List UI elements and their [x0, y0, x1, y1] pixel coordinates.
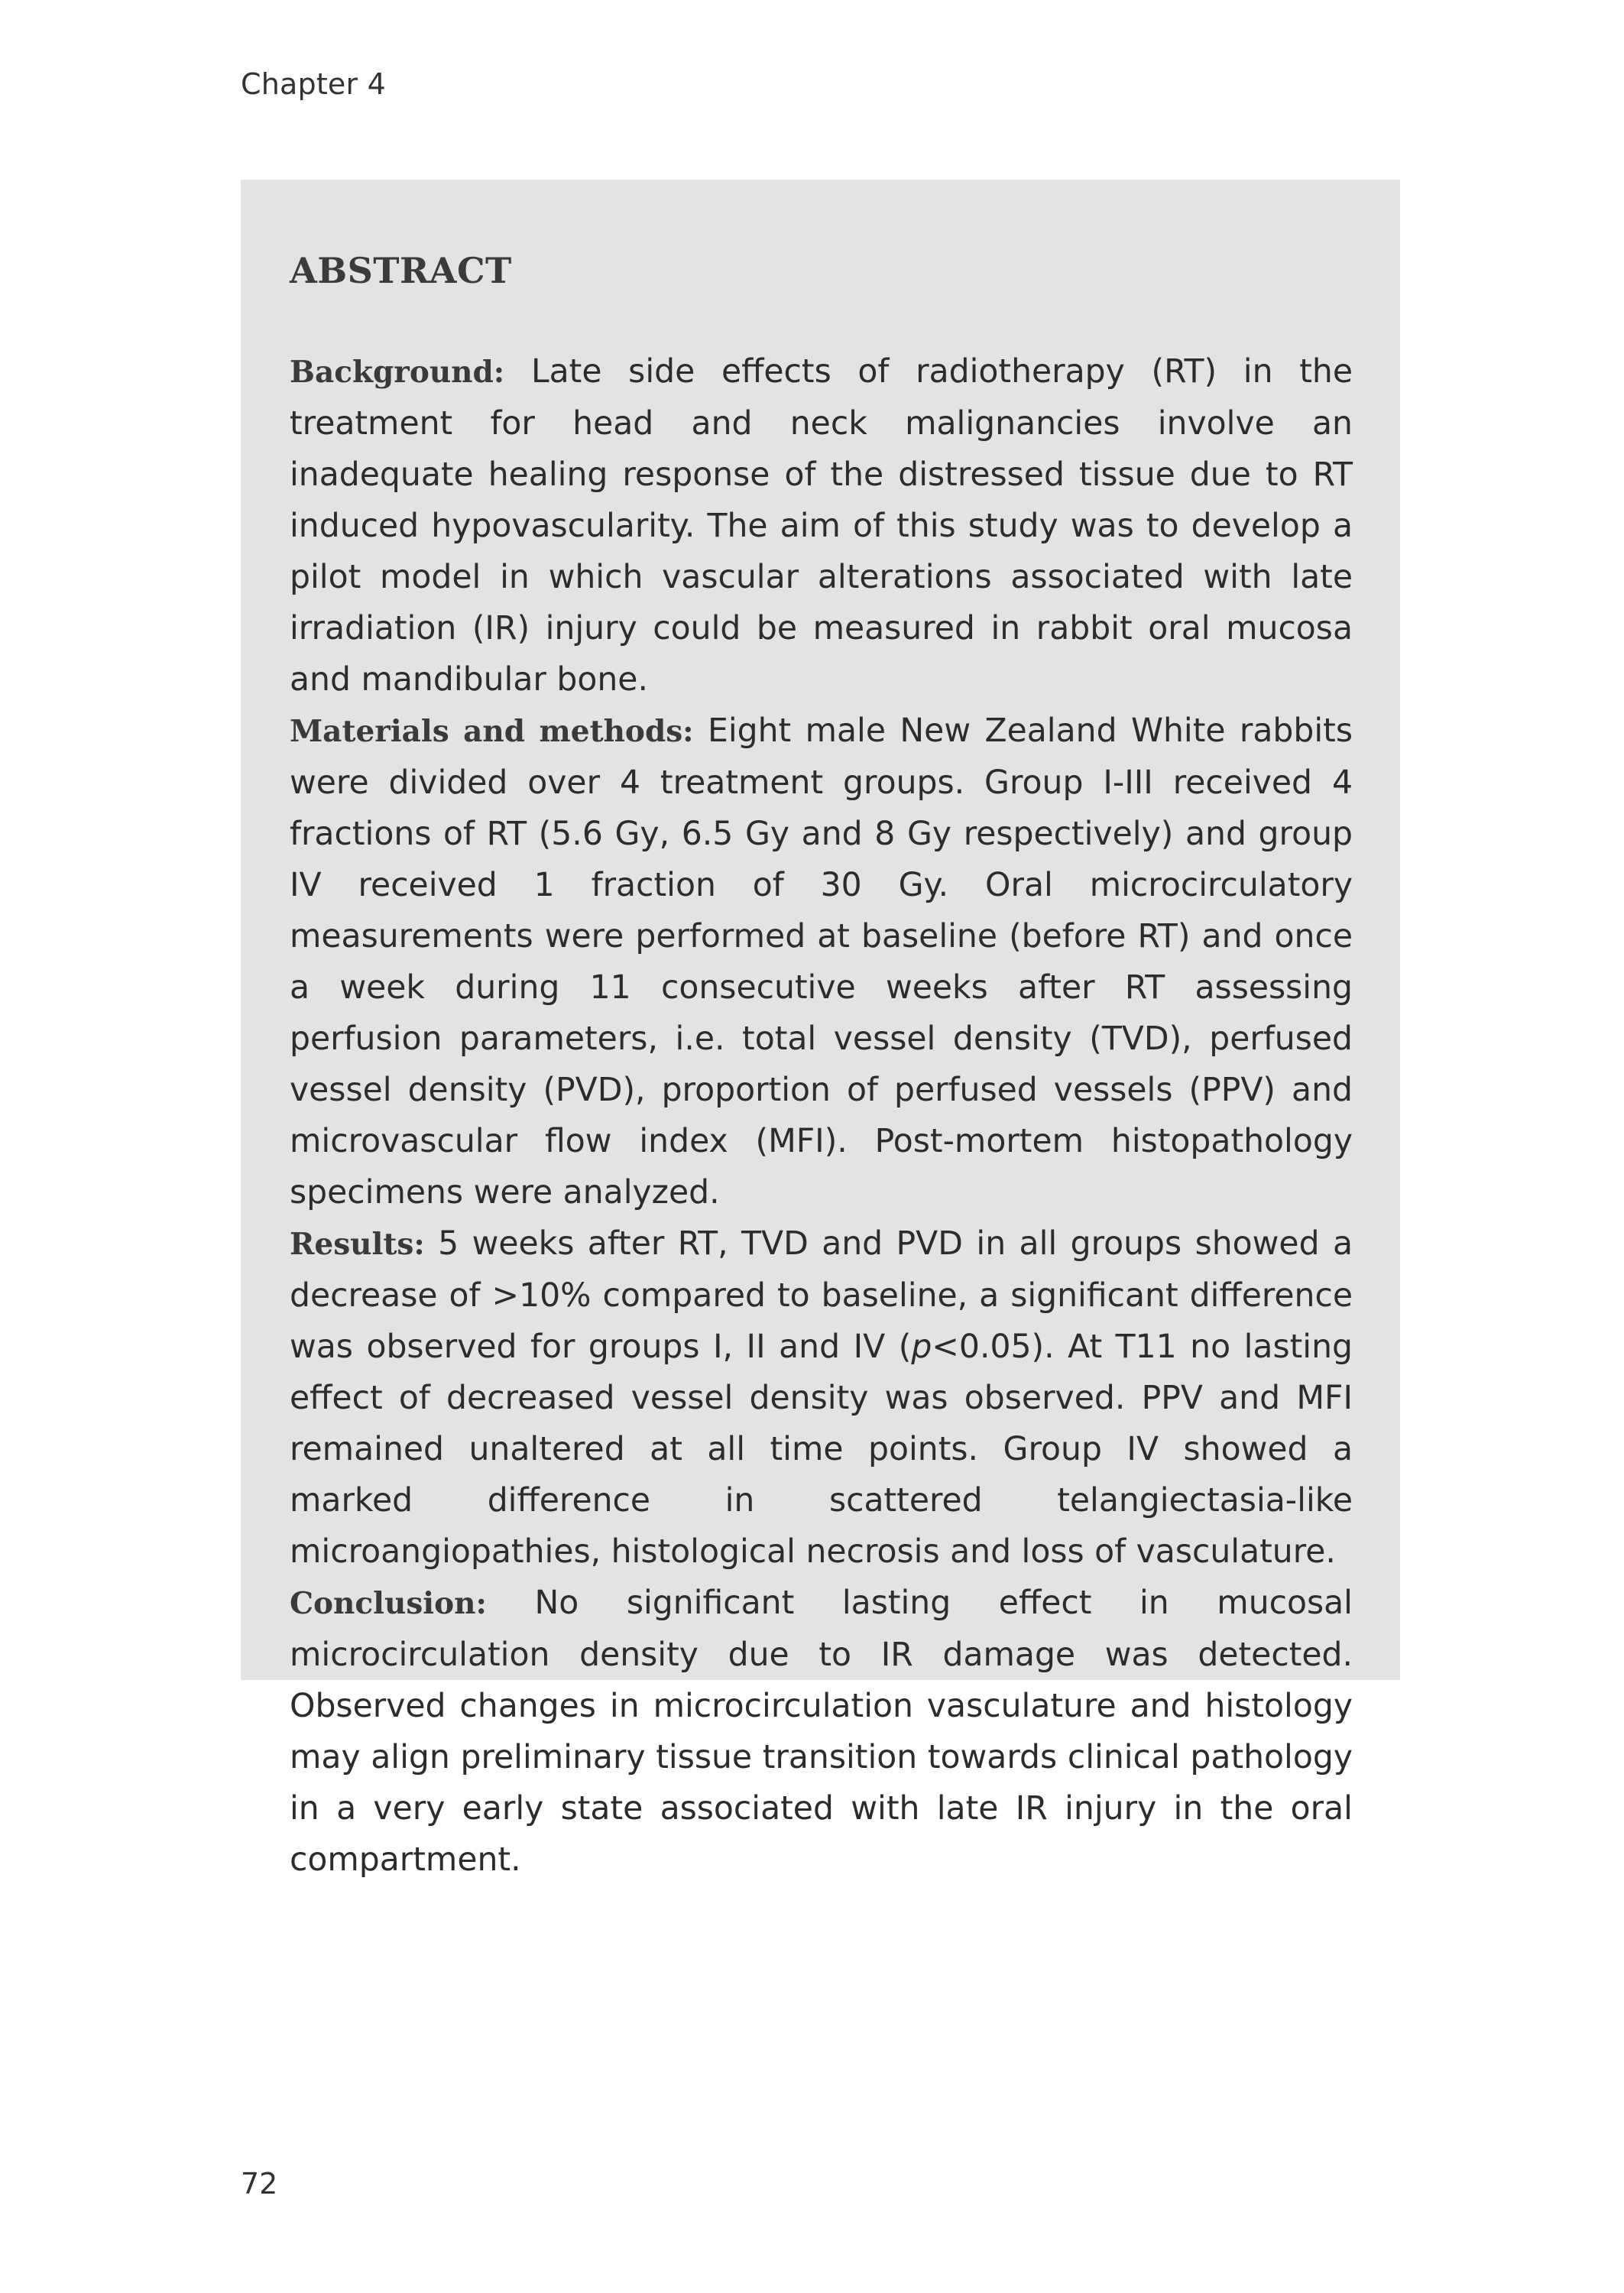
methods-label: Materials and methods:	[290, 714, 694, 749]
methods-paragraph	[290, 705, 1353, 1218]
results-text-2: <0.05). At T11 no lasting effect of decreased vessel density was observed. PPV and MFI remained unaltered at all time points. Group IV showed a marked difference in scattered telangiectasia-like microangiopathies, histological necrosis and loss of vasculature.	[290, 1328, 1353, 1571]
methods-text: Eight male New Zealand White rabbits were divided over 4 treatment groups. Group I-III received 4 fractions of RT (5.6 Gy, 6.5 Gy and 8 Gy respectively) and group IV received 1 fraction of 30 Gy. Oral microcirculatory measurements were performed at baseline (before RT) and once a week during 11 consecutive weeks after RT assessing perfusion parameters, i.e. total vessel density (TVD), perfused vessel density (PVD), proportion of perfused vessels (PPV) and microvascular flow index (MFI). Post-mortem histopathology specimens were analyzed.	[290, 712, 1353, 1211]
abstract-title: ABSTRACT	[290, 250, 512, 291]
conclusion-paragraph	[290, 1578, 1353, 1886]
conclusion-label: Conclusion:	[290, 1586, 487, 1621]
page-number: 72	[241, 2167, 278, 2201]
background-text: Late side effects of radiotherapy (RT) in the treatment for head and neck malignancies involve an inadequate healing response of the distressed tissue due to RT induced hypovascularity. The aim of this study was to develop a pilot model in which vascular alterations associated with late irradiation (IR) injury could be measured in rabbit oral mucosa and mandibular bone.	[290, 353, 1353, 699]
results-text-1: 5 weeks after RT, TVD and PVD in all groups showed a decrease of >10% compared to baseline, a significant difference was observed for groups I, II and IV (	[290, 1225, 1353, 1366]
results-label: Results:	[290, 1227, 425, 1262]
running-head: Chapter 4	[241, 67, 386, 101]
abstract-box	[241, 180, 1400, 1879]
p-value-symbol: p	[911, 1328, 932, 1366]
background-paragraph	[290, 346, 1353, 705]
background-label: Background:	[290, 355, 505, 390]
conclusion-text: No significant lasting effect in mucosal microcirculation density due to IR damage was detected. Observed changes in microcirculation vasculature and histology may align preliminary tissue transition towards clinical pathology in a very early state associated with late IR injury in the oral compartment.	[290, 1584, 1353, 1879]
abstract-body	[290, 346, 1353, 1886]
results-paragraph	[290, 1218, 1353, 1578]
